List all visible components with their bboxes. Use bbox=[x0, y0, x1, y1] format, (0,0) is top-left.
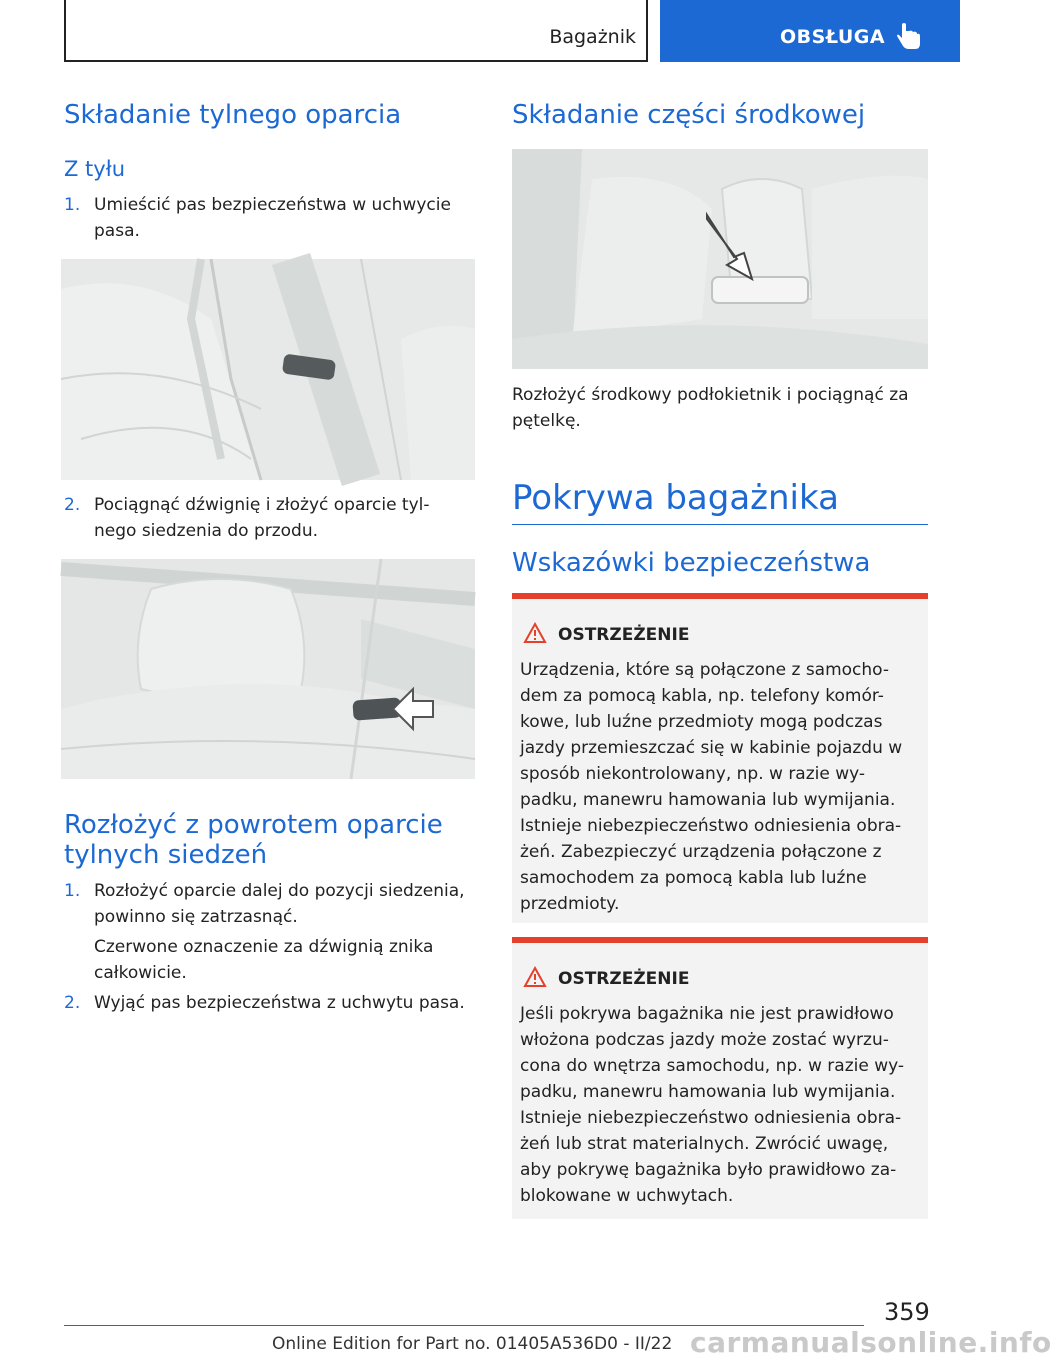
lever-backrest-illustration bbox=[61, 559, 475, 779]
step-text: Pociągnąć dźwignię i złożyć oparcie tyl- bbox=[94, 495, 430, 515]
subtitle-rear: Z tyłu bbox=[64, 157, 126, 181]
section-title-fold-middle: Składanie części środkowej bbox=[512, 100, 866, 130]
step-number: 2. bbox=[64, 993, 81, 1013]
step-text: powinno się zatrzasnąć. bbox=[94, 907, 298, 927]
restore-note bbox=[94, 934, 484, 986]
warning-line: padku, manewru hamowania lub wymijania. bbox=[520, 790, 896, 810]
footer-edition: Online Edition for Part no. 01405A536D0 - II/22 bbox=[272, 1334, 673, 1354]
subtitle-safety-notes: Wskazówki bezpieczeństwa bbox=[512, 548, 871, 578]
warning-line: padku, manewru hamowania lub wymijania. bbox=[520, 1082, 896, 1102]
chapter-title-trunk-cover: Pokrywa bagażnika bbox=[512, 478, 839, 518]
section-title-unfold-backrest bbox=[64, 810, 443, 870]
step-text: Umieścić pas bezpieczeństwa w uchwycie bbox=[94, 195, 451, 215]
warning-line: Urządzenia, które są połączone z samocho- bbox=[520, 660, 890, 680]
caption-line: pętelkę. bbox=[512, 411, 581, 431]
title-divider bbox=[512, 524, 928, 525]
warning-line: kowe, lub luźne przedmioty mogą podczas bbox=[520, 712, 883, 732]
armrest-caption bbox=[512, 382, 932, 434]
step-number: 2. bbox=[64, 495, 81, 515]
note-line: całkowicie. bbox=[94, 963, 187, 983]
note-line: Czerwone oznaczenie za dźwignią znika bbox=[94, 937, 434, 957]
lever-backrest-image bbox=[61, 559, 475, 779]
warning-line: włożona podczas jazdy może zostać wyrzu- bbox=[520, 1030, 889, 1050]
warning-line: Jeśli pokrywa bagażnika nie jest prawidłowo bbox=[520, 1004, 894, 1024]
step-text: pasa. bbox=[94, 221, 140, 241]
step-number: 1. bbox=[64, 881, 81, 901]
warning-line: Istnieje niebezpieczeństwo odniesienia obra- bbox=[520, 1108, 902, 1128]
warning-text bbox=[520, 657, 924, 917]
warning-line: Istnieje niebezpieczeństwo odniesienia obra- bbox=[520, 816, 902, 836]
warning-title: OSTRZEŻENIE bbox=[558, 625, 690, 645]
warning-line: samochodem za pomocą kabla lub luźne bbox=[520, 868, 867, 888]
header-chapter-label: OBSŁUGA bbox=[780, 26, 886, 48]
warning-text bbox=[520, 1001, 924, 1209]
warning-box-1 bbox=[512, 593, 928, 923]
warning-line: blokowane w uchwytach. bbox=[520, 1186, 734, 1206]
step-2 bbox=[64, 492, 484, 541]
step-text: Rozłożyć oparcie dalej do pozycji siedzenia, bbox=[94, 881, 465, 901]
restore-step-1 bbox=[64, 878, 484, 927]
section-title-fold-backrest: Składanie tylnego oparcia bbox=[64, 100, 402, 130]
warning-line: aby pokrywę bagażnika było prawidłowo za- bbox=[520, 1160, 897, 1180]
title-line: Rozłożyć z powrotem oparcie bbox=[64, 810, 443, 840]
warning-line: żeń lub strat materialnych. Zwrócić uwagę, bbox=[520, 1134, 889, 1154]
hand-pointer-icon bbox=[896, 22, 922, 50]
warning-triangle-icon bbox=[524, 967, 546, 987]
warning-triangle-icon bbox=[524, 623, 546, 643]
warning-line: jazdy przemieszczać się w kabinie pojazdu w bbox=[520, 738, 903, 758]
warning-line: sposób niekontrolowany, np. w razie wy- bbox=[520, 764, 866, 784]
header-section-label: Bagażnik bbox=[549, 26, 636, 48]
header-section-box bbox=[64, 0, 648, 62]
armrest-image bbox=[512, 149, 928, 369]
step-1 bbox=[64, 192, 484, 241]
caption-line: Rozłożyć środkowy podłokietnik i pociągnąć za bbox=[512, 385, 909, 405]
warning-box-2 bbox=[512, 937, 928, 1219]
page-number: 359 bbox=[884, 1298, 930, 1326]
seat-belt-holder-image bbox=[61, 259, 475, 480]
title-line: tylnych siedzeń bbox=[64, 840, 268, 870]
restore-step-2 bbox=[64, 990, 484, 1016]
step-text: Wyjąć pas bezpieczeństwa z uchwytu pasa. bbox=[94, 993, 465, 1013]
armrest-illustration bbox=[512, 149, 928, 369]
header-chapter-tab bbox=[660, 0, 960, 62]
seat-belt-holder-illustration bbox=[61, 259, 475, 480]
warning-line: żeń. Zabezpieczyć urządzenia połączone z bbox=[520, 842, 882, 862]
warning-line: cona do wnętrza samochodu, np. w razie wy- bbox=[520, 1056, 905, 1076]
step-number: 1. bbox=[64, 195, 81, 215]
warning-line: przedmioty. bbox=[520, 894, 620, 914]
warning-title: OSTRZEŻENIE bbox=[558, 969, 690, 989]
watermark: carmanualsonline.info bbox=[690, 1326, 1052, 1359]
step-text: nego siedzenia do przodu. bbox=[94, 521, 319, 541]
warning-line: dem za pomocą kabla, np. telefony komór- bbox=[520, 686, 884, 706]
